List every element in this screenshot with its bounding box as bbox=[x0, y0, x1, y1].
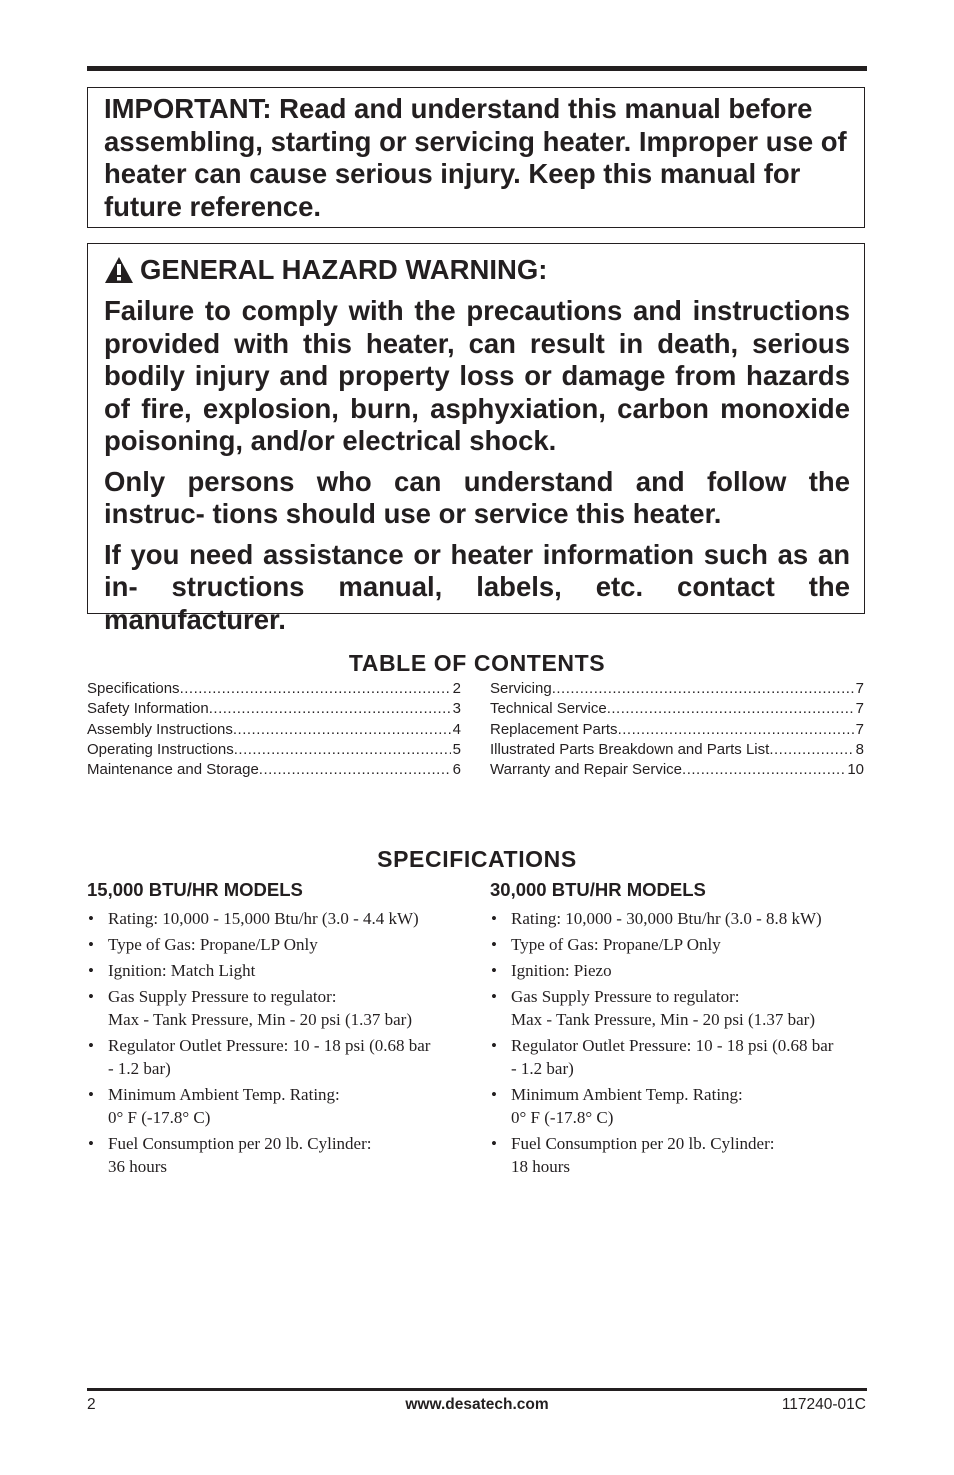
spec-item bbox=[87, 959, 467, 982]
toc-entry[interactable] bbox=[490, 699, 864, 719]
toc-entry[interactable] bbox=[87, 740, 461, 760]
page-number: 2 bbox=[87, 1396, 96, 1413]
website-link[interactable]: www.desatech.com bbox=[405, 1396, 549, 1413]
model-heading: 15,000 BTU/HR MODELS bbox=[87, 879, 303, 900]
toc-entry-label: Safety Information bbox=[87, 700, 209, 718]
spec-line: Ignition: Match Light bbox=[108, 961, 256, 980]
toc-entry-page: 7 bbox=[855, 720, 864, 738]
toc-entry-page: 6 bbox=[452, 761, 461, 779]
toc-leader-dots bbox=[234, 740, 451, 760]
specifications-title: SPECIFICATIONS bbox=[377, 846, 577, 872]
hazard-warning-title-row bbox=[104, 254, 850, 286]
toc-entry-page: 2 bbox=[452, 680, 461, 697]
toc-entry-label: Warranty and Repair Service bbox=[490, 761, 683, 779]
spec-item bbox=[87, 1083, 467, 1129]
toc-entry-label: Replacement Parts bbox=[490, 720, 618, 738]
toc-entry-label: Operating Instructions bbox=[87, 740, 234, 758]
spec-line: 0° F (-17.8° C) bbox=[511, 1108, 614, 1127]
top-rule bbox=[87, 66, 867, 71]
toc-entry[interactable] bbox=[87, 679, 461, 699]
toc-entry-label: Technical Service bbox=[490, 700, 607, 718]
toc-entry-page: 5 bbox=[452, 740, 461, 758]
toc-entry-page: 8 bbox=[855, 740, 864, 758]
toc-entry-label: Servicing bbox=[490, 680, 552, 697]
toc-entry[interactable] bbox=[490, 740, 864, 760]
spec-line: Fuel Consumption per 20 lb. Cylinder: bbox=[511, 1134, 775, 1153]
toc-leader-dots bbox=[682, 760, 845, 780]
spec-item bbox=[87, 1132, 467, 1178]
spec-list bbox=[87, 907, 467, 1178]
bullet-icon: • bbox=[491, 1085, 497, 1104]
bullet-icon: • bbox=[88, 935, 94, 954]
spec-line: Max - Tank Pressure, Min - 20 psi (1.37 bar) bbox=[108, 1010, 412, 1029]
spec-item bbox=[490, 959, 870, 982]
toc-entry-label: Specifications bbox=[87, 680, 180, 697]
toc-entry[interactable] bbox=[490, 679, 864, 699]
bullet-icon: • bbox=[88, 987, 94, 1006]
bullet-icon: • bbox=[491, 935, 497, 954]
spec-line: Type of Gas: Propane/LP Only bbox=[108, 935, 318, 954]
toc-right-column bbox=[490, 679, 864, 780]
hazard-paragraph: Only persons who can understand and follow the instruc- tions should use or service this heater. bbox=[104, 465, 850, 529]
warning-triangle-icon bbox=[104, 256, 134, 284]
spec-item bbox=[490, 1083, 870, 1129]
toc-leader-dots bbox=[209, 699, 451, 719]
spec-item bbox=[87, 985, 467, 1031]
toc-leader-dots bbox=[618, 720, 854, 740]
toc-title: TABLE OF CONTENTS bbox=[348, 650, 606, 676]
spec-item bbox=[87, 933, 467, 956]
spec-line: Minimum Ambient Temp. Rating: bbox=[511, 1085, 743, 1104]
model-spec-column-30000 bbox=[490, 878, 870, 1181]
footer-rule bbox=[87, 1388, 867, 1391]
toc-leader-dots bbox=[259, 760, 451, 780]
spec-line: Ignition: Piezo bbox=[511, 961, 612, 980]
bullet-icon: • bbox=[88, 1134, 94, 1153]
bullet-icon: • bbox=[491, 1036, 497, 1055]
toc-entry-page: 3 bbox=[452, 700, 461, 718]
spec-line: Fuel Consumption per 20 lb. Cylinder: bbox=[108, 1134, 372, 1153]
toc-entry[interactable] bbox=[87, 720, 461, 740]
bullet-icon: • bbox=[491, 909, 497, 928]
spec-line: Regulator Outlet Pressure: 10 - 18 psi (0.68 bar bbox=[108, 1036, 431, 1055]
spec-line: - 1.2 bar) bbox=[108, 1059, 171, 1078]
hazard-warning-box bbox=[87, 243, 865, 635]
important-notice-text: IMPORTANT: Read and understand this manual before assembling, starting or servicing heater. Improper use of heater can cause serious injury. Keep this manual for future reference. bbox=[104, 93, 847, 222]
important-notice-box bbox=[87, 87, 865, 228]
toc-entry-page: 7 bbox=[855, 680, 864, 697]
bullet-icon: • bbox=[88, 1085, 94, 1104]
bullet-icon: • bbox=[491, 987, 497, 1006]
toc-entry-label: Maintenance and Storage bbox=[87, 761, 259, 779]
spec-line: Gas Supply Pressure to regulator: bbox=[511, 987, 740, 1006]
hazard-paragraph: Failure to comply with the precautions and instructions provided with this heater, can result in death, serious bodily injury and property loss or damage from hazards of fire, explosion, burn, asphyxiation, carbon monoxide poisoning, and/or electrical shock. bbox=[104, 295, 850, 456]
toc-leader-dots bbox=[769, 740, 853, 760]
toc-leader-dots bbox=[180, 679, 451, 699]
toc-entry-page: 7 bbox=[855, 700, 864, 718]
spec-line: Max - Tank Pressure, Min - 20 psi (1.37 bar) bbox=[511, 1010, 815, 1029]
spec-item bbox=[87, 907, 467, 930]
spec-line: - 1.2 bar) bbox=[511, 1059, 574, 1078]
model-spec-column-15000 bbox=[87, 878, 467, 1181]
toc-entry-label: Assembly Instructions bbox=[87, 720, 233, 738]
spec-item bbox=[490, 985, 870, 1031]
toc-leader-dots bbox=[552, 679, 854, 699]
model-heading: 30,000 BTU/HR MODELS bbox=[490, 879, 706, 900]
bullet-icon: • bbox=[491, 961, 497, 980]
spec-line: Rating: 10,000 - 15,000 Btu/hr (3.0 - 4.4 kW) bbox=[108, 909, 419, 928]
spec-list bbox=[490, 907, 870, 1178]
bullet-icon: • bbox=[88, 1036, 94, 1055]
spec-line: 36 hours bbox=[108, 1157, 168, 1176]
spec-line: 0° F (-17.8° C) bbox=[108, 1108, 211, 1127]
toc-entry-page: 4 bbox=[452, 720, 461, 738]
document-number: 117240-01C bbox=[781, 1396, 866, 1413]
toc-entry-label: Illustrated Parts Breakdown and Parts List bbox=[490, 740, 770, 758]
spec-item bbox=[87, 1034, 467, 1080]
bullet-icon: • bbox=[491, 1134, 497, 1153]
toc-left-column bbox=[87, 679, 461, 780]
toc-entry[interactable] bbox=[87, 699, 461, 719]
hazard-warning-title: GENERAL HAZARD WARNING: bbox=[140, 254, 548, 285]
toc-entry[interactable] bbox=[87, 760, 461, 780]
toc-entry-page: 10 bbox=[847, 761, 864, 779]
spec-line: Type of Gas: Propane/LP Only bbox=[511, 935, 721, 954]
spec-item bbox=[490, 1132, 870, 1178]
hazard-paragraph: If you need assistance or heater information such as an in- structions manual, labels, etc. contact the manufacturer. bbox=[104, 538, 850, 635]
spec-line: Regulator Outlet Pressure: 10 - 18 psi (0.68 bar bbox=[511, 1036, 834, 1055]
bullet-icon: • bbox=[88, 961, 94, 980]
toc-entry[interactable] bbox=[490, 760, 864, 780]
toc-leader-dots bbox=[233, 720, 451, 740]
spec-item bbox=[490, 933, 870, 956]
bullet-icon: • bbox=[88, 909, 94, 928]
spec-line: Minimum Ambient Temp. Rating: bbox=[108, 1085, 340, 1104]
spec-line: Gas Supply Pressure to regulator: bbox=[108, 987, 337, 1006]
spec-line: Rating: 10,000 - 30,000 Btu/hr (3.0 - 8.8 kW) bbox=[511, 909, 822, 928]
spec-item bbox=[490, 1034, 870, 1080]
spec-line: 18 hours bbox=[511, 1157, 571, 1176]
toc-leader-dots bbox=[607, 699, 854, 719]
toc-entry[interactable] bbox=[490, 720, 864, 740]
spec-item bbox=[490, 907, 870, 930]
